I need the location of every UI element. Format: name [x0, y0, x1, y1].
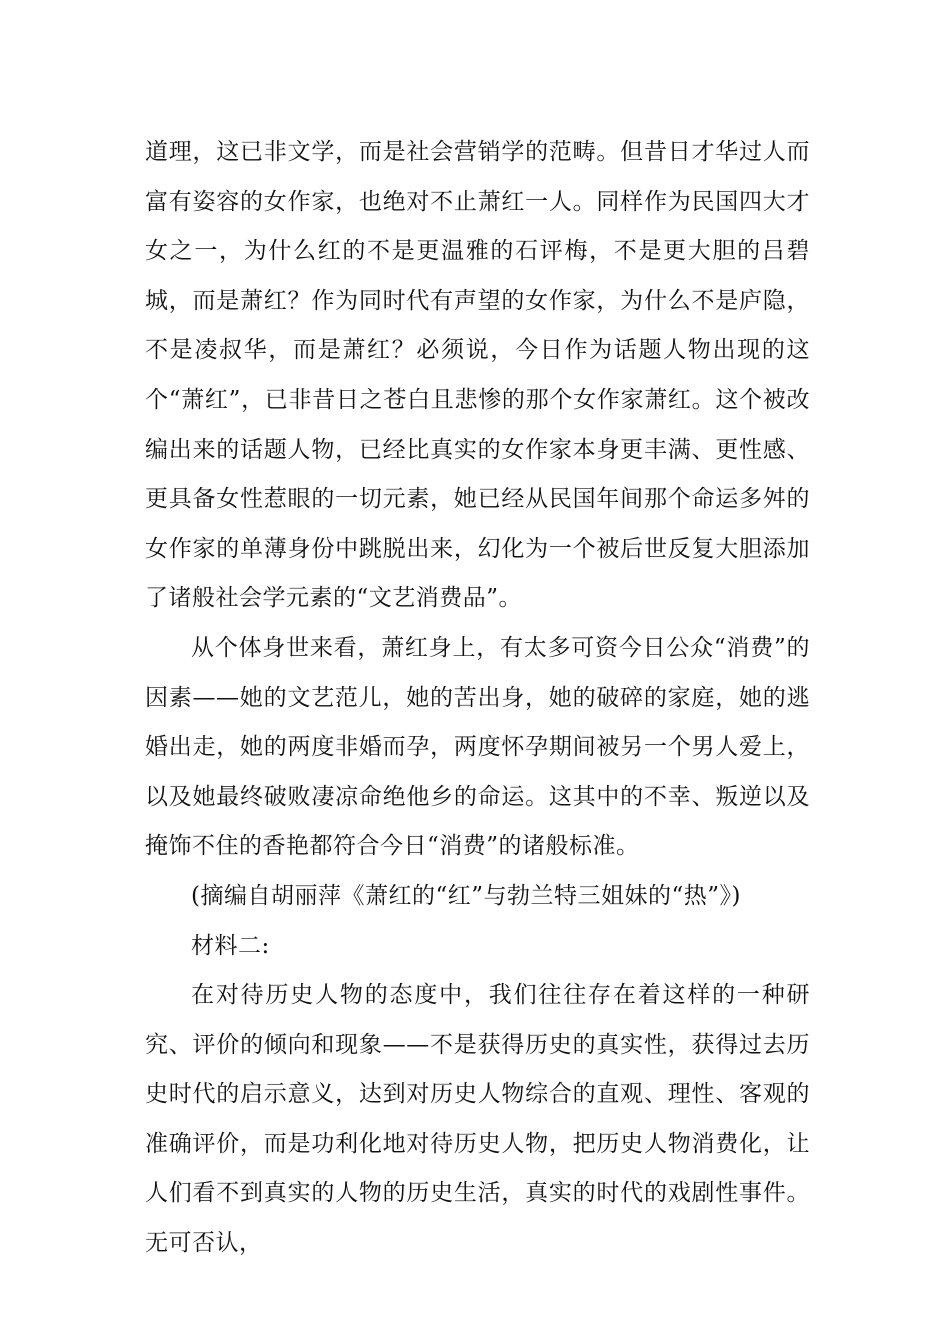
material-two-heading: 材料二:	[191, 932, 270, 959]
paragraph-3: 在对待历史人物的态度中，我们往往存在着这样的一种研究、评价的倾向和现象——不是获得历史的真实性，获得过去历史时代的启示意义，达到对历史人物综合的直观、理性、客观的准确评价，而是功利化地对待历史人物，把历史人物消费化，让人们看不到真实的人物的历史生活，真实的时代的戏剧性事件。无可否认，	[145, 982, 810, 1257]
paragraph-2: 从个体身世来看，萧红身上，有太多可资今日公众“消费”的因素——她的文艺范儿，她的苦出身，她的破碎的家庭，她的逃婚出走，她的两度非婚而孕，两度怀孕期间被另一个男人爱上，以及她最终破败凄凉命绝他乡的命运。这其中的不幸、叛逆以及掩饰不住的香艳都符合今日“消费”的诸般标准。	[145, 634, 810, 860]
paragraph-1: 道理，这已非文学，而是社会营销学的范畴。但昔日才华过人而富有姿容的女作家，也绝对不止萧红一人。同样作为民国四大才女之一，为什么红的不是更温雅的石评梅，不是更大胆的吕碧城，而是萧红？作为同时代有声望的女作家，为什么不是庐隐，不是凌叔华，而是萧红？必须说，今日作为话题人物出现的这个“萧红”，已非昔日之苍白且悲惨的那个女作家萧红。这个被改编出来的话题人物，已经比真实的女作家本身更丰满、更性感、更具备女性惹眼的一切元素，她已经从民国年间那个命运多舛的女作家的单薄身份中跳脱出来，幻化为一个被后世反复大胆添加了诸般社会学元素的“文艺消费品”。	[145, 139, 810, 612]
source-citation: (摘编自胡丽萍《萧红的“红”与勃兰特三姐妹的“热”》)	[191, 882, 741, 909]
document-page	[145, 128, 810, 1269]
